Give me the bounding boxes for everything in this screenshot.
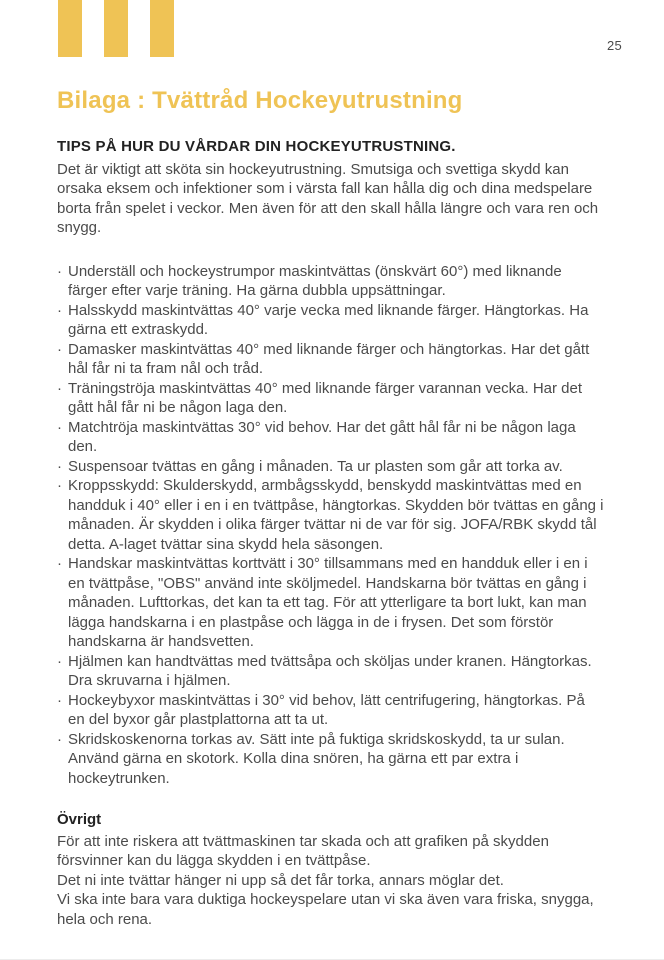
tip-item: · Suspensoar tvättas en gång i månaden. Ta ur plasten som går att torka av. xyxy=(57,457,605,477)
tip-item: · Damasker maskintvättas 40° med liknande färger och hängtorkas. Har det gått hål får ni ta fram nål och tråd. xyxy=(57,340,605,379)
logo-bars xyxy=(58,0,174,57)
tip-item: · Handskar maskintvättas korttvätt i 30° tillsammans med en handduk eller i en i en tvättpåse, "OBS" använd inte sköljmedel. Handskarna bör tvättas en gång i månaden. Lufttorkas, det kan ta ett tag. För att ytterligare ta bort lukt, kan man lägga handskarna i en plastpåse och lägga in de i frysen. Det som förstör handskarna är handsvetten. xyxy=(57,554,605,652)
tip-item: · Underställ och hockeystrumpor maskintvättas (önskvärt 60°) med liknande färger efter varje träning. Ha gärna dubbla uppsättningar. xyxy=(57,262,605,301)
content-column xyxy=(57,57,605,929)
page-title: Bilaga : Tvättråd Hockeyutrustning xyxy=(57,87,463,114)
logo-bar xyxy=(150,0,174,57)
logo-bar xyxy=(104,0,128,57)
tip-item: · Hockeybyxor maskintvättas i 30° vid behov, lätt centrifugering, hängtorkas. På en del byxor går plastplattorna att ta ut. xyxy=(57,691,605,730)
tip-item: · Kroppsskydd: Skulderskydd, armbågsskydd, benskydd maskintvättas med en handduk i 40° eller i en i en tvättpåse, hängtorkas. Skydden bör tvättas en gång i månaden. Är skydden i olika färger tvättar ni de var för sig. JOFA/RBK skydd tål detta. A-laget tvättar sina skydd hela säsongen. xyxy=(57,476,605,554)
tips-heading: TIPS PÅ HUR DU VÅRDAR DIN HOCKEYUTRUSTNING. xyxy=(57,138,456,155)
tip-item: · Halsskydd maskintvättas 40° varje vecka med liknande färger. Hängtorkas. Ha gärna ett extraskydd. xyxy=(57,301,605,340)
page-number: 25 xyxy=(606,38,622,53)
tip-item: · Hjälmen kan handtvättas med tvättsåpa och sköljas under kranen. Hängtorkas. Dra skruvarna i hjälmen. xyxy=(57,652,605,691)
other-heading: Övrigt xyxy=(57,811,102,828)
intro-paragraph: Det är viktigt att sköta sin hockeyutrustning. Smutsiga och svettiga skydd kan orsaka eksem och infektioner som i värsta fall kan hålla dig och dina medspelare borta från spelet i veckor. Men även för att den skall hålla längre och vara ren och snygg. xyxy=(57,160,599,236)
tips-list xyxy=(57,262,605,789)
tip-item: · Skridskoskenorna torkas av. Sätt inte på fuktiga skridskoskydd, ta ur sulan. Använd gärna en skotork. Kolla dina snören, ha gärna ett par extra i hockeytrunken. xyxy=(57,730,605,789)
tip-item: · Matchtröja maskintvättas 30° vid behov. Har det gått hål får ni be någon laga den. xyxy=(57,418,605,457)
other-paragraph: För att inte riskera att tvättmaskinen tar skada och att grafiken på skydden försvinner kan du lägga skydden i en tvättpåse. xyxy=(57,832,549,869)
tip-item: · Träningströja maskintvättas 40° med liknande färger varannan vecka. Har det gått hål får ni be någon laga den. xyxy=(57,379,605,418)
other-paragraph: Vi ska inte bara vara duktiga hockeyspelare utan vi ska även vara friska, snygga, hela och rena. xyxy=(57,891,594,928)
logo-bar xyxy=(58,0,82,57)
other-paragraph: Det ni inte tvättar hänger ni upp så det får torka, annars möglar det. xyxy=(57,871,504,889)
